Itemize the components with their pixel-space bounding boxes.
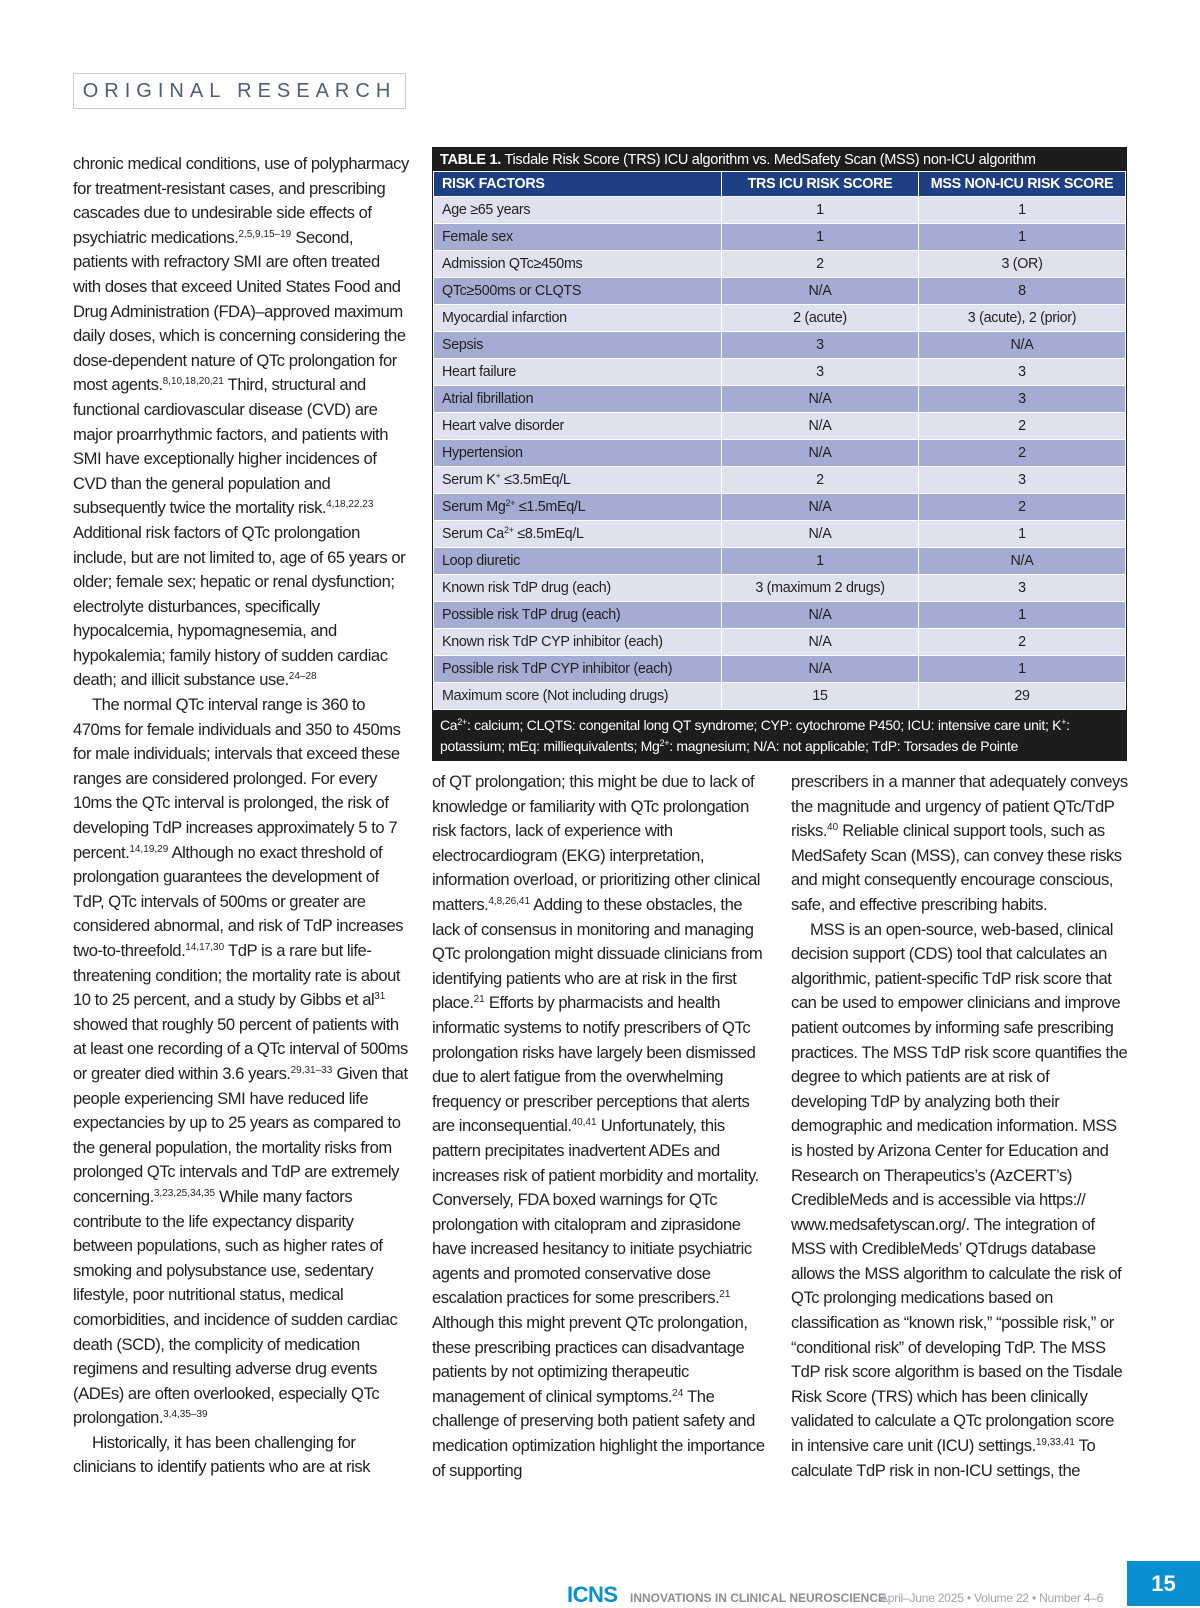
risk-factor-cell: Atrial fibrillation — [434, 386, 722, 413]
paragraph: The normal QTc interval range is 360 to 470ms for female individuals and 350 to 450ms for male individuals; intervals that exceed these ranges are considered prolonged. For every 10ms the QTc interval is prolonged, the risk of developing TdP increases approximately 5 to 7 percent.$^{14,19,29}$ Although no exact threshold of prolongation guarantees the development of TdP, QTc intervals of 500ms or greater are considered abnormal, and risk of TdP increases two-to-threefold.$^{14,17,30}$ TdP is a rare but life-threatening condition; the mortality rate is about 10 to 25 percent, and a study by Gibbs et $al^{31}$ showed that roughly 50 percent of patients with at least one recording of a QTc interval of 500ms or greater died within 3.6 years.$^{29,31-33}$ Given that people experiencing SMI have reduced life expectancies by up to 25 years as compared to the general population, the mortality risks from prolonged QTc intervals and TdP are extremely concerning.$^{3,23,25,34,35}$ While many factors contribute to the life expectancy disparity between populations, such as higher rates of smoking and polysubstance use, sedentary lifestyle, poor nutritional status, medical comorbidities, and incidence of sudden cardiac death (SCD), the complicity of medication regimens and resulting adverse drug events (ADEs) are often overlooked, especially QTc prolongation.$^{3,4,35-39}$ — [73, 695, 408, 1428]
paragraph: prescribers in a manner that adequately conveys the magnitude and urgency of patient QTc/TdP risks.$^{40}$ Reliable clinical support tools, such as MedSafety Scan (MSS), can convey these risks and might consequently encourage conscious, safe, and effective prescribing habits. — [791, 772, 1128, 914]
paragraph: MSS is an open-source, web-based, clinical decision support (CDS) tool that calculates an algorithmic, patient-specific TdP risk score that can be used to empower clinicians and improve patient outcomes by informing safe prescribing practices. The MSS TdP risk score quantifies the degree to which patients are at risk of developing TdP by analyzing both their demographic and medication information. MSS is hosted by Arizona Center for Education and Research on Therapeutics’s (AzCERT’s) CredibleMeds and is accessible via https:// www.medsafetyscan.org/. The integration of MSS with CredibleMeds’ QTdrugs database allows the MSS algorithm to calculate the risk of QTc prolonging medications based on classification as “known risk,” “possible risk,” or “conditional risk” of developing TdP. The MSS TdP risk score algorithm is based on the Tisdale Risk Score (TRS) which has been clinically validated to calculate a QTc prolongation score in intensive care unit (ICU) settings.$^{19,33,41}$ To calculate TdP risk in non-ICU settings, the — [791, 919, 1128, 1480]
issue-info: April–June 2025 • Volume 22 • Number 4–6 — [880, 1591, 1104, 1605]
body-column-3 — [791, 770, 1129, 1483]
citation: 24–28 — [288, 671, 317, 683]
body-column-2 — [432, 770, 770, 1483]
citation: 14,17,30 — [185, 942, 225, 953]
risk-factor-cell: Maximum score (Not including drugs) — [434, 683, 722, 710]
risk-factor-cell: Serum $Mg^{2+} \le 1.5mEq/L$ — [434, 494, 722, 521]
citation: 40 — [827, 822, 839, 834]
risk-factor-cell: Serum K+ ≤3.5mEq/L — [434, 467, 722, 494]
trs-score-cell: N/A — [722, 521, 919, 548]
risk-factor-cell: QTc≥500ms or CLQTS — [434, 278, 722, 305]
section-label: ORIGINAL RESEARCH — [73, 73, 406, 109]
paragraph: Historically, it has been challenging for clinicians to identify patients who are at risk — [73, 1432, 371, 1477]
citation: 14,19,29 — [129, 843, 169, 855]
table-row — [434, 548, 1126, 575]
trs-score-cell: N/A — [722, 386, 919, 413]
column-header-trs: TRS ICU RISK SCORE — [722, 172, 919, 197]
risk-factor-cell: Admission QTc≥450ms — [434, 251, 722, 278]
trs-score-cell: 2 — [722, 251, 919, 278]
mss-score-cell: 1 — [919, 602, 1126, 629]
risk-factor-cell: Female sex — [434, 224, 722, 251]
mss-score-cell: 2 — [919, 440, 1126, 467]
journal-name: INNOVATIONS IN CLINICAL NEUROSCIENCE — [630, 1591, 887, 1605]
trs-score-cell: 1 — [722, 197, 919, 224]
mss-score-cell: 3 — [919, 467, 1126, 494]
mss-score-cell: 1 — [919, 197, 1126, 224]
trs-score-cell: 3 (maximum 2 drugs) — [722, 575, 919, 602]
citation: 3,23,25,34,35 — [153, 1187, 216, 1199]
table-row — [434, 197, 1126, 224]
citation: 40,41 — [571, 1117, 597, 1129]
table-row — [434, 467, 1126, 494]
mss-score-cell: 3 — [919, 575, 1126, 602]
trs-score-cell: N/A — [722, 278, 919, 305]
trs-score-cell: 15 — [722, 683, 919, 710]
table-row — [434, 629, 1126, 656]
table-row — [434, 251, 1126, 278]
trs-score-cell: 2 (acute) — [722, 305, 919, 332]
risk-factor-cell: Myocardial infarction — [434, 305, 722, 332]
body-column-1 — [73, 152, 411, 1480]
risk-factor-cell: Heart valve disorder — [434, 413, 722, 440]
table-row — [434, 386, 1126, 413]
citation: 4,8,26,41 — [488, 895, 531, 907]
citation: 24 — [672, 1387, 684, 1399]
mss-score-cell: 8 — [919, 278, 1126, 305]
table-row — [434, 602, 1126, 629]
table-row — [434, 494, 1126, 521]
table-footnote: $Ca^{2+}$: calcium; CLQTS: congenital long QT syndrome; CYP: cytochrome P450; ICU: intensive care unit; K+: potassium; mEq: milliequivalents; $Mg^{2+}$: magnesium; N/A: not applicable; TdP: Torsades de Pointe — [440, 717, 1070, 754]
citation: 8,10,18,20,21 — [162, 376, 224, 388]
trs-score-cell: N/A — [722, 413, 919, 440]
mss-score-cell: 2 — [919, 494, 1126, 521]
trs-score-cell: N/A — [722, 494, 919, 521]
mss-score-cell: 2 — [919, 629, 1126, 656]
table-row — [434, 440, 1126, 467]
column-header-risk-factors: RISK FACTORS — [434, 172, 722, 197]
table-row — [434, 278, 1126, 305]
citation: 2,5,9,15–19 — [238, 228, 292, 240]
trs-score-cell: 3 — [722, 359, 919, 386]
mss-score-cell: 1 — [919, 656, 1126, 683]
mss-score-cell: N/A — [919, 332, 1126, 359]
table-row — [434, 359, 1126, 386]
mss-score-cell: 3 (acute), 2 (prior) — [919, 305, 1126, 332]
mss-score-cell: 1 — [919, 521, 1126, 548]
mss-score-cell: 1 — [919, 224, 1126, 251]
table-1 — [432, 147, 1127, 761]
citation: 3,4,35–39 — [163, 1409, 208, 1421]
paragraph: chronic medical conditions, use of polypharmacy for treatment-resistant cases, and prescribing cascades due to undesirable side effects of psychiatric medications.$^{2,5,9,15-19}$ Second, patients with refractory SMI are often treated with doses that exceed United States Food and Drug Administration (FDA)–approved maximum daily doses, which is concerning considering the dose-dependent nature of QTc prolongation for most agents.$^{8,10,18,20,21}$ Third, structural and functional cardiovascular disease (CVD) are major proarrhythmic factors, and patients with SMI have exceptionally higher incidences of CVD than the general population and subsequently twice the mortality risk.$^{4,18,22,23}$ Additional risk factors of QTc prolongation include, but are not limited to, age of 65 years or older; female sex; hepatic or renal dysfunction; electrolyte disturbances, specifically hypocalcemia, hypomagnesemia, and hypokalemia; family history of sudden cardiac death; and illicit substance use.$^{24-28}$ — [73, 154, 409, 690]
journal-logo: ICNS — [567, 1582, 618, 1607]
table-row — [434, 575, 1126, 602]
page-number: 15 — [1127, 1561, 1200, 1606]
trs-score-cell: 1 — [722, 548, 919, 575]
mss-score-cell: 2 — [919, 413, 1126, 440]
mss-score-cell: 3 (OR) — [919, 251, 1126, 278]
paragraph: of QT prolongation; this might be due to lack of knowledge or familiarity with QTc prolongation risk factors, lack of experience with electrocardiogram (EKG) interpretation, information overload, or prioritizing other clinical matters.$^{4,8,26,41}$ Adding to these obstacles, the lack of consensus in monitoring and managing QTc prolongation might dissuade clinicians from identifying patients who are at risk in the first place.$^{21}$ Efforts by pharmacists and health informatic systems to notify prescribers of QTc prolongation risks have largely been dismissed due to alert fatigue from the overwhelming frequency or prescriber perceptions that alerts are inconsequential.$^{40,41}$ Unfortunately, this pattern precipitates inadvertent ADEs and increases risk of patient morbidity and mortality. Conversely, FDA boxed warnings for QTc prolongation with citalopram and ziprasidone have increased hesitancy to initiate psychiatric agents and promoted conservative dose escalation practices for some prescribers.$^{21}$ Although this might prevent QTc prolongation, these prescribing practices can disadvantage patients by not optimizing therapeutic management of clinical symptoms.$^{24}$ The challenge of preserving both patient safety and medication optimization highlight the importance of supporting — [432, 772, 765, 1480]
table-row — [434, 656, 1126, 683]
risk-factor-cell: Hypertension — [434, 440, 722, 467]
risk-factor-cell: Loop diuretic — [434, 548, 722, 575]
risk-factor-cell: Known risk TdP drug (each) — [434, 575, 722, 602]
trs-score-cell: N/A — [722, 656, 919, 683]
citation: 31 — [374, 991, 386, 1003]
trs-score-cell: N/A — [722, 602, 919, 629]
table-header-row — [434, 172, 1126, 197]
mss-score-cell: 3 — [919, 359, 1126, 386]
table-row — [434, 224, 1126, 251]
citation: 19,33,41 — [1035, 1437, 1075, 1449]
table-row — [434, 683, 1126, 710]
citation: 21 — [473, 994, 485, 1006]
trs-score-cell: 2 — [722, 467, 919, 494]
table-row — [434, 305, 1126, 332]
risk-factor-cell: Possible risk TdP drug (each) — [434, 602, 722, 629]
trs-score-cell: 3 — [722, 332, 919, 359]
risk-factor-cell: Known risk TdP CYP inhibitor (each) — [434, 629, 722, 656]
mss-score-cell: N/A — [919, 548, 1126, 575]
citation: 21 — [719, 1289, 731, 1301]
risk-score-table — [433, 171, 1126, 710]
table-row — [434, 521, 1126, 548]
risk-factor-cell: Sepsis — [434, 332, 722, 359]
citation: 29,31–33 — [290, 1064, 333, 1076]
trs-score-cell: N/A — [722, 629, 919, 656]
mss-score-cell: 29 — [919, 683, 1126, 710]
risk-factor-cell: Age ≥65 years — [434, 197, 722, 224]
table-row — [434, 332, 1126, 359]
risk-factor-cell: Heart failure — [434, 359, 722, 386]
mss-score-cell: 3 — [919, 386, 1126, 413]
trs-score-cell: 1 — [722, 224, 919, 251]
risk-factor-cell: Possible risk TdP CYP inhibitor (each) — [434, 656, 722, 683]
trs-score-cell: N/A — [722, 440, 919, 467]
risk-factor-cell: Serum $Ca^{2+} \le 8.5mEq/L$ — [434, 521, 722, 548]
citation: 4,18,22,23 — [326, 499, 374, 511]
table-caption: TABLE 1. Tisdale Risk Score (TRS) ICU algorithm vs. MedSafety Scan (MSS) non-ICU algorithm — [440, 152, 1036, 168]
table-row — [434, 413, 1126, 440]
column-header-mss: MSS NON-ICU RISK SCORE — [919, 172, 1126, 197]
